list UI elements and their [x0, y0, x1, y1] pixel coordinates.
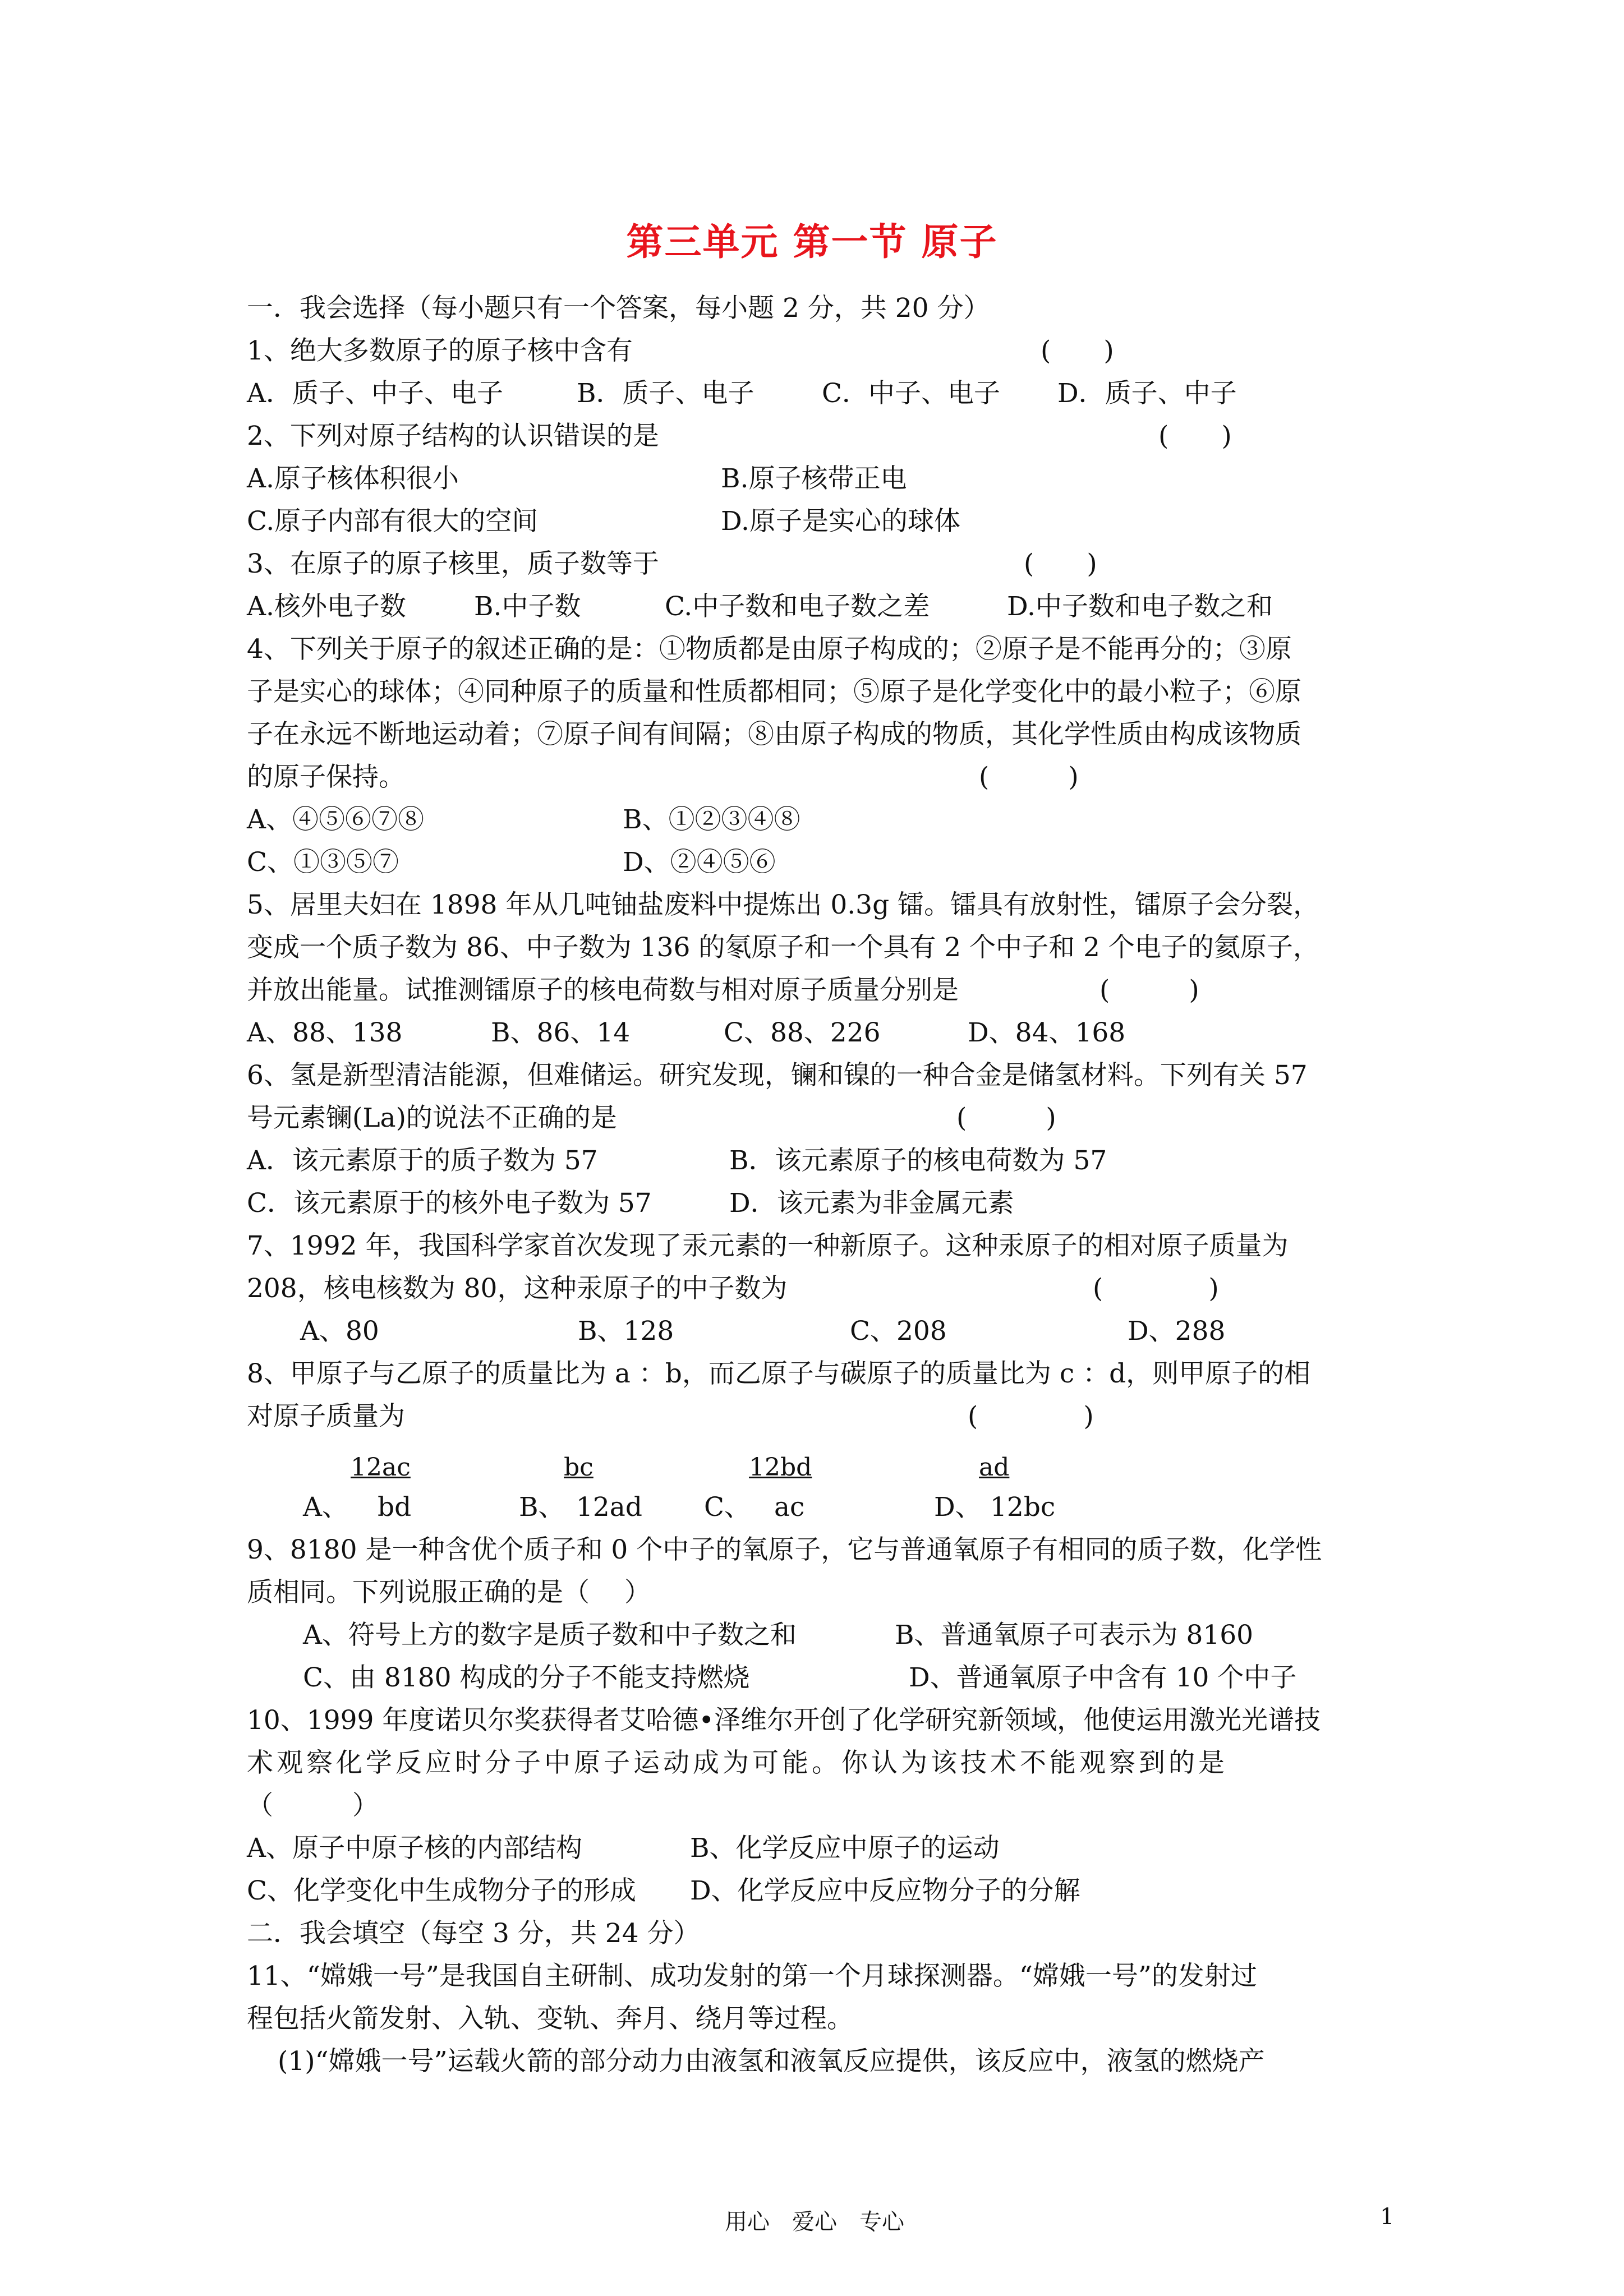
- question-11-line: 程包括火箭发射、入轨、变轨、奔月、绕月等过程。: [247, 2003, 853, 2034]
- fraction-numerator-d: ad: [979, 1453, 1010, 1482]
- option-c: C、208: [850, 1316, 947, 1347]
- answer-blank: ( ): [1093, 1273, 1219, 1304]
- option-c: C.中子数和电子数之差: [665, 591, 930, 622]
- option-b: B、化学反应中原子的运动: [690, 1833, 1000, 1864]
- option-a: A、④⑤⑥⑦⑧: [247, 804, 424, 835]
- option-d: D、288: [1128, 1316, 1226, 1347]
- question-1-stem: 1、绝大多数原子的原子核中含有: [247, 335, 633, 366]
- option-a: A.原子核体积很小: [247, 463, 459, 494]
- question-6-line: 6、氢是新型清洁能源，但难储运。研究发现，镧和镍的一种合金是储氢材料。下列有关 57: [247, 1060, 1308, 1091]
- option-d: D.原子是实心的球体: [721, 506, 960, 537]
- option-a: A.核外电子数: [247, 591, 406, 622]
- question-11-line: (1)“嫦娥一号”运载火箭的部分动力由液氢和液氧反应提供，该反应中，液氢的燃烧产: [278, 2046, 1265, 2077]
- fraction-numerator-a: 12ac: [351, 1453, 411, 1482]
- option-b: B．质子、电子: [577, 378, 755, 409]
- page-title: 第三单元 第一节 原子: [626, 220, 998, 264]
- option-a-label: A、: [303, 1492, 348, 1523]
- answer-blank: ( ): [968, 1401, 1094, 1432]
- question-7-line: 7、1992 年，我国科学家首次发现了汞元素的一种新原子。这种汞原子的相对原子质量为: [247, 1230, 1289, 1261]
- option-c: C、①③⑤⑦: [247, 847, 399, 878]
- option-c: C、化学变化中生成物分子的形成: [247, 1875, 636, 1906]
- option-a: A、符号上方的数字是质子数和中子数之和: [303, 1620, 797, 1650]
- fraction-denominator-c: ac: [774, 1492, 805, 1523]
- option-a: A．质子、中子、电子: [247, 378, 503, 409]
- question-8-line: 对原子质量为: [247, 1401, 405, 1432]
- option-d: D、84、168: [968, 1017, 1126, 1048]
- option-a: A、88、138: [247, 1017, 403, 1048]
- question-5-line: 并放出能量。试推测镭原子的核电荷数与相对原子质量分别是: [247, 975, 959, 1006]
- question-9-line: 质相同。下列说服正确的是（ ）: [247, 1577, 651, 1608]
- fraction-numerator-b: bc: [564, 1453, 594, 1482]
- option-c: C、88、226: [724, 1017, 881, 1048]
- question-10-line: 10、1999 年度诺贝尔奖获得者艾哈德•泽维尔开创了化学研究新领域，他使运用激光光谱技: [247, 1705, 1321, 1736]
- question-5-line: 变成一个质子数为 86、中子数为 136 的氡原子和一个具有 2 个中子和 2 个电子的氦原子，: [247, 932, 1319, 963]
- option-d: D.中子数和电子数之和: [1007, 591, 1273, 622]
- answer-blank: ( ): [979, 762, 1079, 792]
- question-8-line: 8、甲原子与乙原子的质量比为 a ：b，而乙原子与碳原子的质量比为 c ：d，则甲原子的相: [247, 1358, 1311, 1389]
- question-10-line: 术观察化学反应时分子中原子运动成为可能。你认为该技术不能观察到的是: [247, 1748, 1228, 1778]
- option-d: D、化学反应中反应物分子的分解: [690, 1875, 1080, 1906]
- option-b: B、①②③④⑧: [623, 804, 801, 835]
- option-b: B.原子核带正电: [721, 463, 907, 494]
- option-a: A．该元素原于的质子数为 57: [247, 1145, 598, 1176]
- option-c: C．中子、电子: [822, 378, 1000, 409]
- footer-slogan: 用心 爱心 专心: [725, 2209, 904, 2235]
- question-4-line: 子在永远不断地运动着；⑦原子间有间隔；⑧由原子构成的物质，其化学性质由构成该物质: [247, 719, 1301, 750]
- question-4-line: 4、下列关于原子的叙述正确的是：①物质都是由原子构成的；②原子是不能再分的；③原: [247, 634, 1292, 665]
- option-c-label: C、: [704, 1492, 751, 1523]
- page-number: 1: [1380, 2204, 1395, 2230]
- question-3-stem: 3、在原子的原子核里，质子数等于: [247, 548, 659, 579]
- fraction-denominator-b: 12ad: [576, 1492, 642, 1523]
- option-a: A、原子中原子核的内部结构: [247, 1833, 582, 1864]
- option-b: B．该元素原子的核电荷数为 57: [729, 1145, 1107, 1176]
- option-d: D、普通氧原子中含有 10 个中子: [909, 1662, 1297, 1693]
- answer-blank: ( ): [1041, 335, 1114, 366]
- option-b-label: B、: [519, 1492, 565, 1523]
- question-4-line: 子是实心的球体；④同种原子的质量和性质都相同；⑤原子是化学变化中的最小粒子；⑥原: [247, 676, 1301, 707]
- option-d-label: D、: [934, 1492, 982, 1523]
- section-heading-choice: 一．我会选择（每小题只有一个答案，每小题 2 分，共 20 分）: [247, 293, 990, 324]
- question-6-line: 号元素镧(La)的说法不正确的是: [247, 1103, 617, 1133]
- answer-blank: （ ）: [247, 1790, 379, 1821]
- fraction-numerator-c: 12bd: [749, 1453, 812, 1482]
- option-d: D、②④⑤⑥: [623, 847, 776, 878]
- question-2-stem: 2、下列对原子结构的认识错误的是: [247, 421, 659, 451]
- option-d: D．质子、中子: [1057, 378, 1237, 409]
- fraction-denominator-a: bd: [378, 1492, 412, 1523]
- answer-blank: ( ): [956, 1103, 1056, 1133]
- question-11-line: 11、“嫦娥一号”是我国自主研制、成功发射的第一个月球探测器。“嫦娥一号”的发射过: [247, 1961, 1257, 1991]
- option-b: B.中子数: [474, 591, 581, 622]
- option-a: A、80: [300, 1316, 379, 1347]
- answer-blank: ( ): [1158, 421, 1232, 451]
- option-b: B、普通氧原子可表示为 8160: [895, 1620, 1254, 1650]
- question-5-line: 5、居里夫妇在 1898 年从几吨铀盐废料中提炼出 0.3g 镭。镭具有放射性，镭原子会分裂，: [247, 889, 1320, 920]
- option-d: D．该元素为非金属元素: [729, 1188, 1014, 1219]
- answer-blank: ( ): [1024, 548, 1097, 579]
- fraction-denominator-d: 12bc: [990, 1492, 1056, 1523]
- question-9-line: 9、8180 是一种含优个质子和 0 个中子的氧原子，它与普通氧原子有相同的质子数，化学性: [247, 1534, 1322, 1565]
- question-4-line: 的原子保持。: [247, 762, 405, 792]
- option-c: C、由 8180 构成的分子不能支持燃烧: [303, 1662, 750, 1693]
- option-b: B、86、14: [491, 1017, 631, 1048]
- option-b: B、128: [578, 1316, 674, 1347]
- answer-blank: ( ): [1099, 975, 1199, 1006]
- section-heading-fill: 二．我会填空（每空 3 分，共 24 分）: [247, 1918, 700, 1949]
- option-c: C.原子内部有很大的空间: [247, 506, 539, 537]
- question-7-line: 208，核电核数为 80，这种汞原子的中子数为: [247, 1273, 788, 1304]
- option-c: C．该元素原于的核外电子数为 57: [247, 1188, 652, 1219]
